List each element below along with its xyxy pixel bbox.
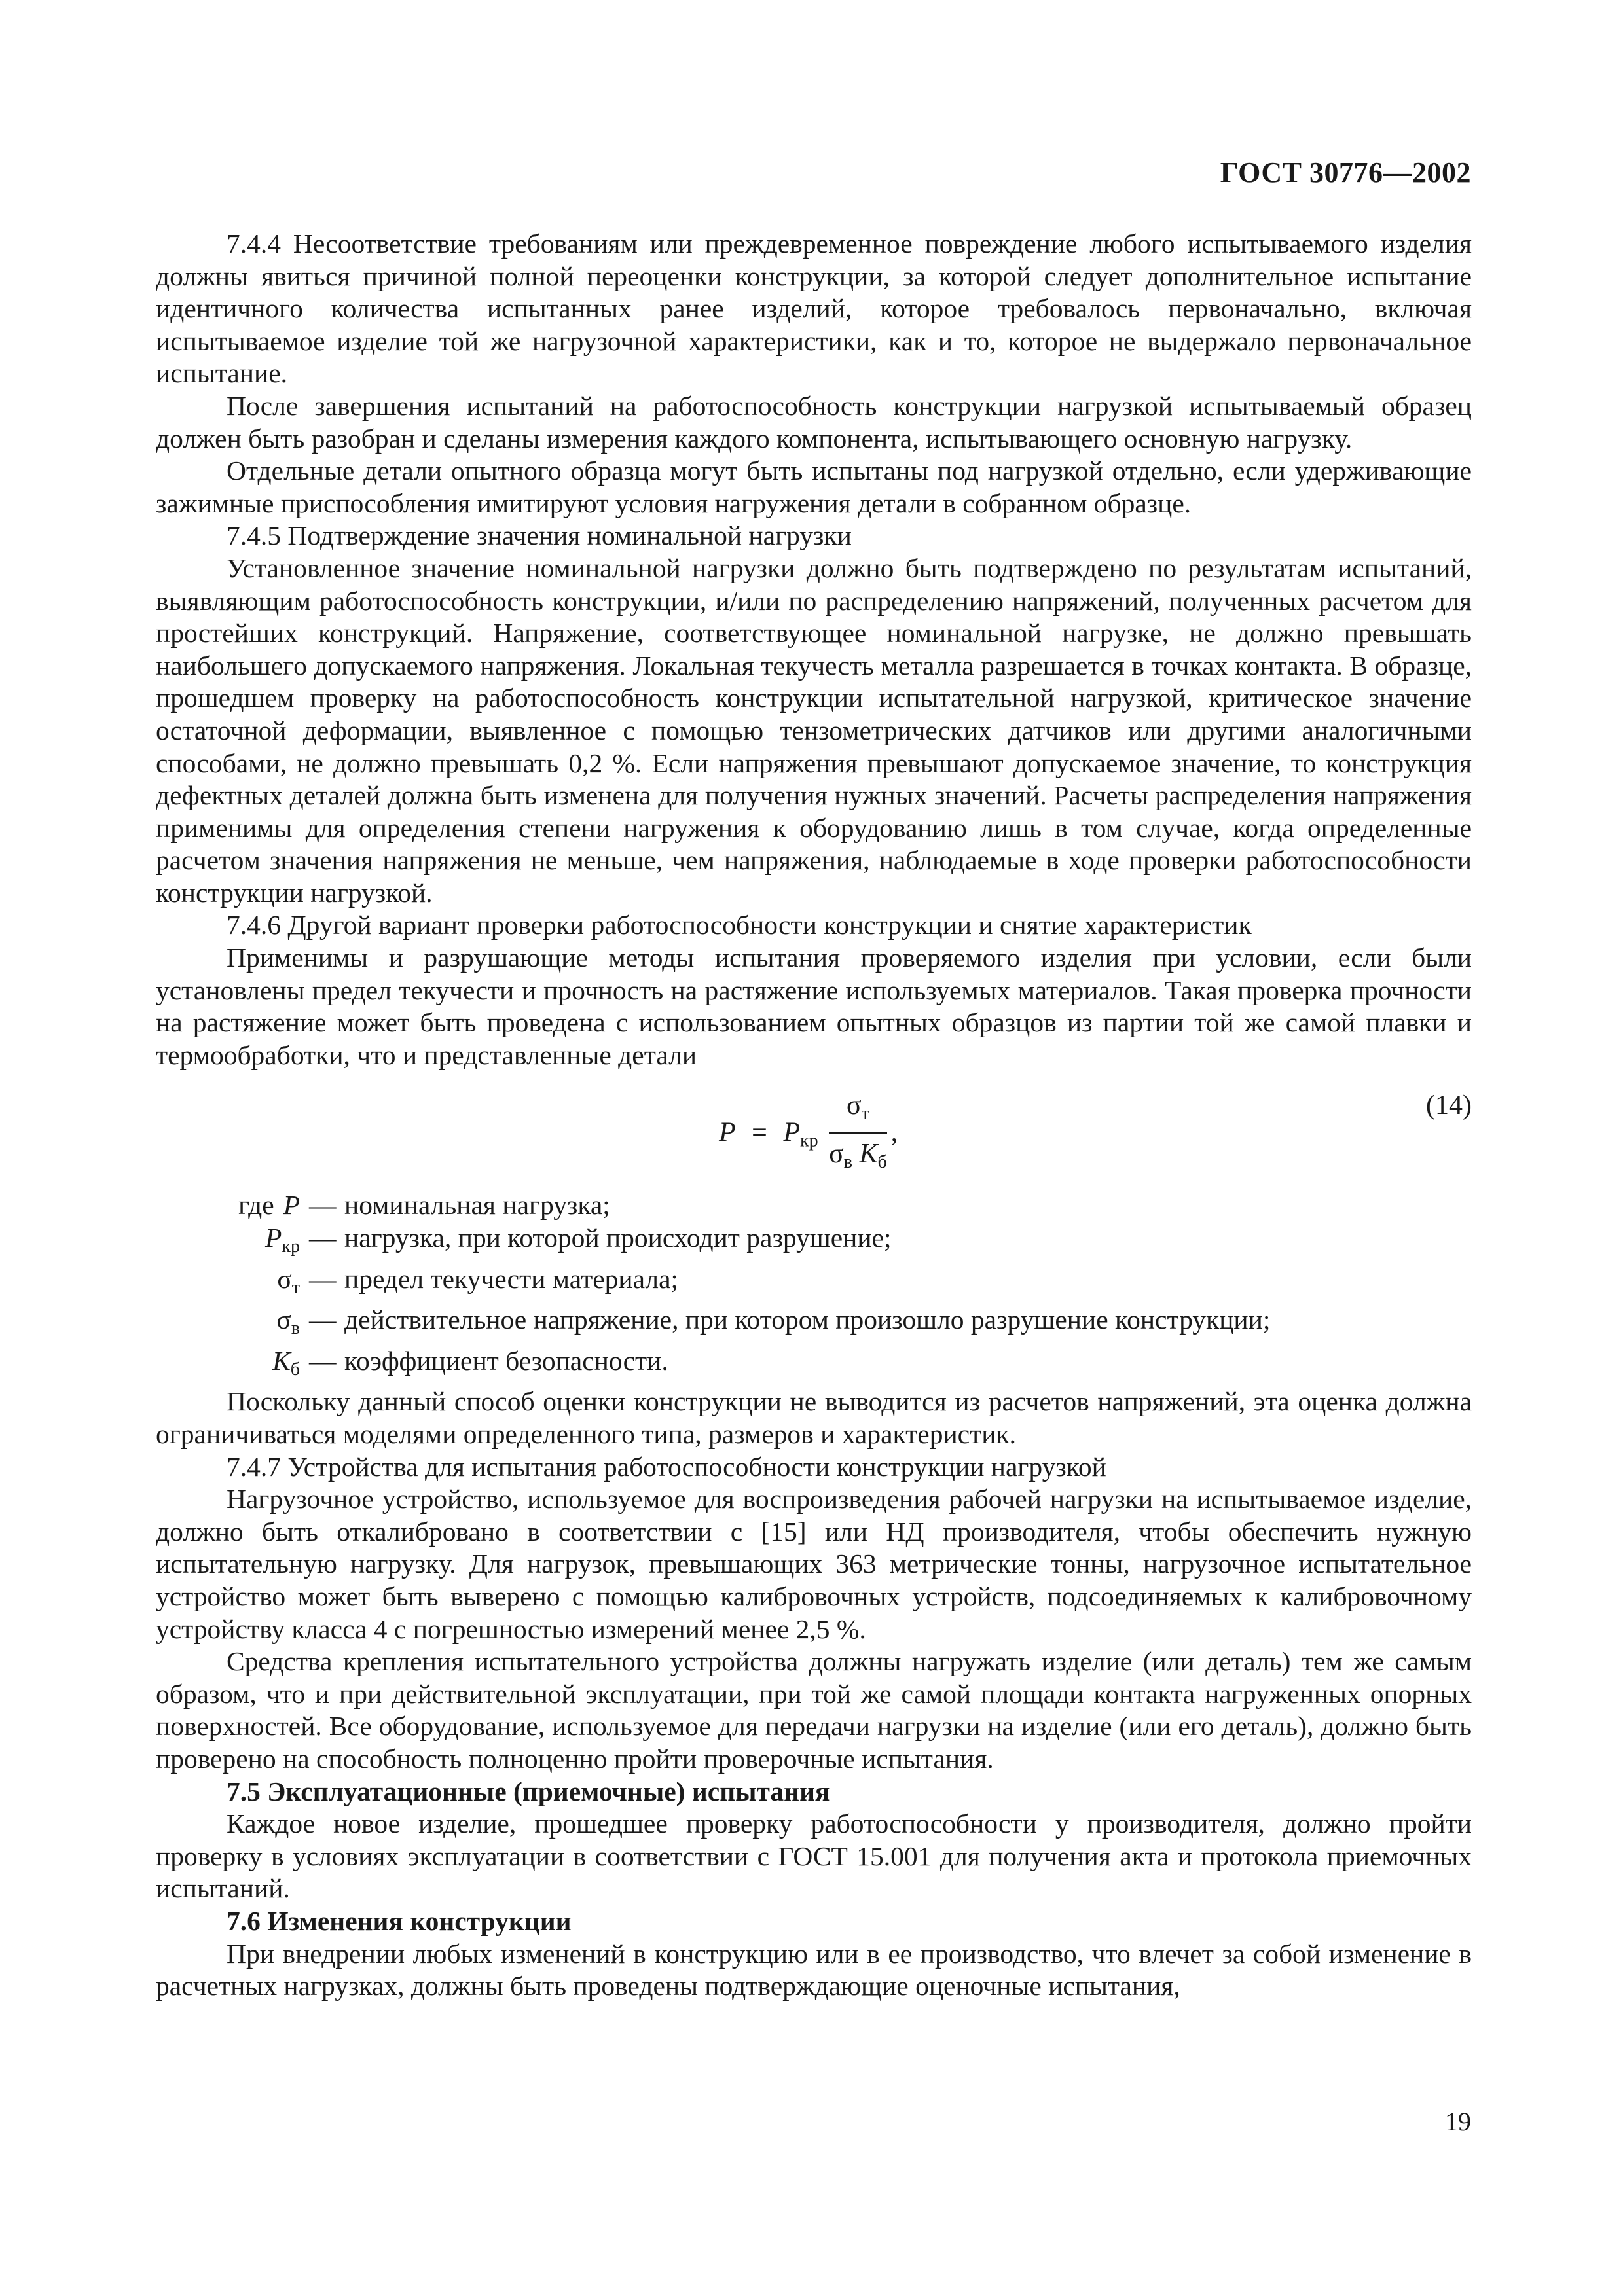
document-body <box>156 228 1472 2003</box>
numerator-sub: т <box>861 1103 869 1124</box>
definition-text: номинальная нагрузка; <box>344 1190 610 1221</box>
formula-definitions <box>156 1189 1472 1386</box>
symbol-subscript: кр <box>282 1236 300 1257</box>
definition-text: действительное напряжение, при котором произошло разрушение конструкции; <box>344 1304 1271 1335</box>
paragraphs-block-a <box>156 228 1472 1071</box>
paragraph: 7.4.5 Подтверждение значения номинальной нагрузки <box>227 520 852 551</box>
definition-dash: — <box>309 1263 337 1294</box>
definition-text: нагрузка, при которой происходит разрушение; <box>344 1223 892 1253</box>
paragraphs-block-b <box>156 1386 1472 2002</box>
paragraph: Отдельные детали опытного образца могут быть испытаны под нагрузкой отдельно, если удерживающие зажимные приспособления имитируют условия нагружения детали в собранном образце. <box>156 456 1472 518</box>
symbol-subscript: в <box>291 1318 300 1339</box>
formula-comma: , <box>890 1118 898 1149</box>
formula-14 <box>156 1083 1472 1181</box>
section-heading: 7.6 Изменения конструкции <box>227 1905 572 1936</box>
symbol-letter: P <box>265 1223 282 1253</box>
paragraph: 7.4.7 Устройства для испытания работоспособности конструкции нагрузкой <box>227 1451 1106 1482</box>
paragraph: 7.4.6 Другой вариант проверки работоспособности конструкции и снятие характеристик <box>227 910 1252 941</box>
formula-lhs: P <box>719 1118 736 1149</box>
document-code-header: ГОСТ 30776—2002 <box>1220 156 1471 188</box>
formula-equals: = <box>752 1118 767 1149</box>
formula-expression <box>719 1088 898 1181</box>
symbol-subscript: б <box>290 1359 300 1380</box>
symbol-letter: σ <box>276 1304 291 1335</box>
paragraph: Средства крепления испытательного устройства должны нагружать изделие (или деталь) тем же самым образом, что и при действительной эксплуатации, при той же самой площади контакта нагруженных опорных поверхностей. Все оборудование, используемое для передачи нагрузки на изделие (или его деталь), должно быть проверено на способность полноценно пройти проверочные испытания. <box>156 1646 1472 1774</box>
definition-row <box>156 1222 1472 1263</box>
definition-row <box>156 1263 1472 1304</box>
paragraph: Установленное значение номинальной нагрузки должно быть подтверждено по результатам испытаний, выявляющим работоспособность конструкции, и/или по распределению напряжений, полученных расчетом для простейших конструкций. Напряжение, соответствующее номинальной нагрузке, не должно превышать наибольшего допускаемого напряжения. Локальная текучесть металла разрешается в точках контакта. В образце, прошедшем проверку на работоспособность конструкции испытательной нагрузкой, критическое значение остаточной деформации, выявленное с помощью тензометрических датчиков или другими аналогичными способами, не должно превышать 0,2 %. Если напряжения превышают допускаемое значение, то конструкция дефектных деталей должна быть изменена для получения нужных значений. Расчеты распределения напряжения применимы для определения степени нагружения к оборудованию лишь в том случае, когда определенные расчетом значения напряжения не меньше, чем напряжения, наблюдаемые в ходе проверки работоспособности конструкции нагрузкой. <box>156 552 1472 908</box>
symbol-letter: P <box>283 1190 300 1221</box>
denominator-sub-1: в <box>843 1152 852 1173</box>
definition-dash: — <box>309 1345 337 1376</box>
symbol-letter: K <box>272 1345 291 1376</box>
formula-number: (14) <box>1426 1090 1472 1121</box>
symbol-subscript: т <box>291 1277 300 1298</box>
definition-symbol <box>156 1304 309 1345</box>
definition-dash: — <box>309 1304 337 1335</box>
section-heading: 7.5 Эксплуатационные (приемочные) испытания <box>227 1776 830 1806</box>
formula-fraction <box>829 1088 887 1181</box>
numerator-sigma: σ <box>846 1090 862 1121</box>
formula-p-kr: P <box>783 1118 800 1149</box>
definition-symbol <box>156 1263 309 1304</box>
definition-symbol <box>156 1345 309 1386</box>
paragraph: Нагрузочное устройство, используемое для воспроизведения рабочей нагрузки на испытываемое изделие, должно быть откалибровано в соответствии с [15] или НД производителя, чтобы обеспечить нужную испытательную нагрузку. Для нагрузок, превышающих 363 метрические тонны, нагрузочное испытательное устройство может быть выверено с помощью калибровочных устройств, подсоединяемых к калибровочному устройству класса 4 с погрешностью измерений менее 2,5 %. <box>156 1484 1472 1644</box>
page-number: 19 <box>1445 2107 1471 2136</box>
definition-dash: — <box>309 1190 337 1221</box>
definition-row <box>156 1189 1472 1222</box>
formula-p-kr-sub: кр <box>800 1131 818 1152</box>
definition-text: предел текучести материала; <box>344 1263 679 1294</box>
definition-dash: — <box>309 1223 337 1253</box>
paragraph: Поскольку данный способ оценки конструкции не выводится из расчетов напряжений, эта оценка должна ограничиваться моделями определенного типа, размеров и характеристик. <box>156 1386 1472 1449</box>
paragraph: При внедрении любых изменений в конструкцию или в ее производство, что влечет за собой изменение в расчетных нагрузках, должны быть проведены подтверждающие оценочные испытания, <box>156 1938 1472 2001</box>
paragraph: 7.4.4 Несоответствие требованиям или преждевременное повреждение любого испытываемого изделия должны явиться причиной полной переоценки конструкции, за которой следует дополнительное испытание идентичного количества испытанных ранее изделий, которое требовалось первоначально, включая испытываемое изделие той же нагрузочной характеристики, как и то, которое не выдержало первоначальное испытание. <box>156 228 1472 389</box>
definition-where-label: где <box>238 1190 274 1221</box>
denominator-sub-2: б <box>877 1152 887 1173</box>
denominator-k: K <box>859 1139 878 1170</box>
definition-text: коэффициент безопасности. <box>344 1345 668 1376</box>
formula-numerator <box>829 1088 887 1134</box>
definition-row <box>156 1304 1472 1345</box>
symbol-letter: σ <box>277 1263 292 1294</box>
definition-symbol <box>156 1189 309 1222</box>
definition-symbol <box>156 1222 309 1263</box>
paragraph: После завершения испытаний на работоспособность конструкции нагрузкой испытываемый образец должен быть разобран и сделаны измерения каждого компонента, испытывающего основную нагрузку. <box>156 390 1472 454</box>
definition-row <box>156 1345 1472 1386</box>
formula-denominator <box>829 1134 887 1181</box>
paragraph: Применимы и разрушающие методы испытания проверяемого изделия при условии, если были установлены предел текучести и прочность на растяжение используемых материалов. Такая проверка прочности на растяжение может быть проведена с использованием опытных образцов из партии той же самой плавки и термообработки, что и представленные детали <box>156 942 1472 1070</box>
denominator-sigma: σ <box>829 1139 844 1170</box>
paragraph: Каждое новое изделие, прошедшее проверку работоспособности у производителя, должно пройти проверку в условиях эксплуатации в соответствии с ГОСТ 15.001 для получения акта и протокола приемочных испытаний. <box>156 1808 1472 1904</box>
